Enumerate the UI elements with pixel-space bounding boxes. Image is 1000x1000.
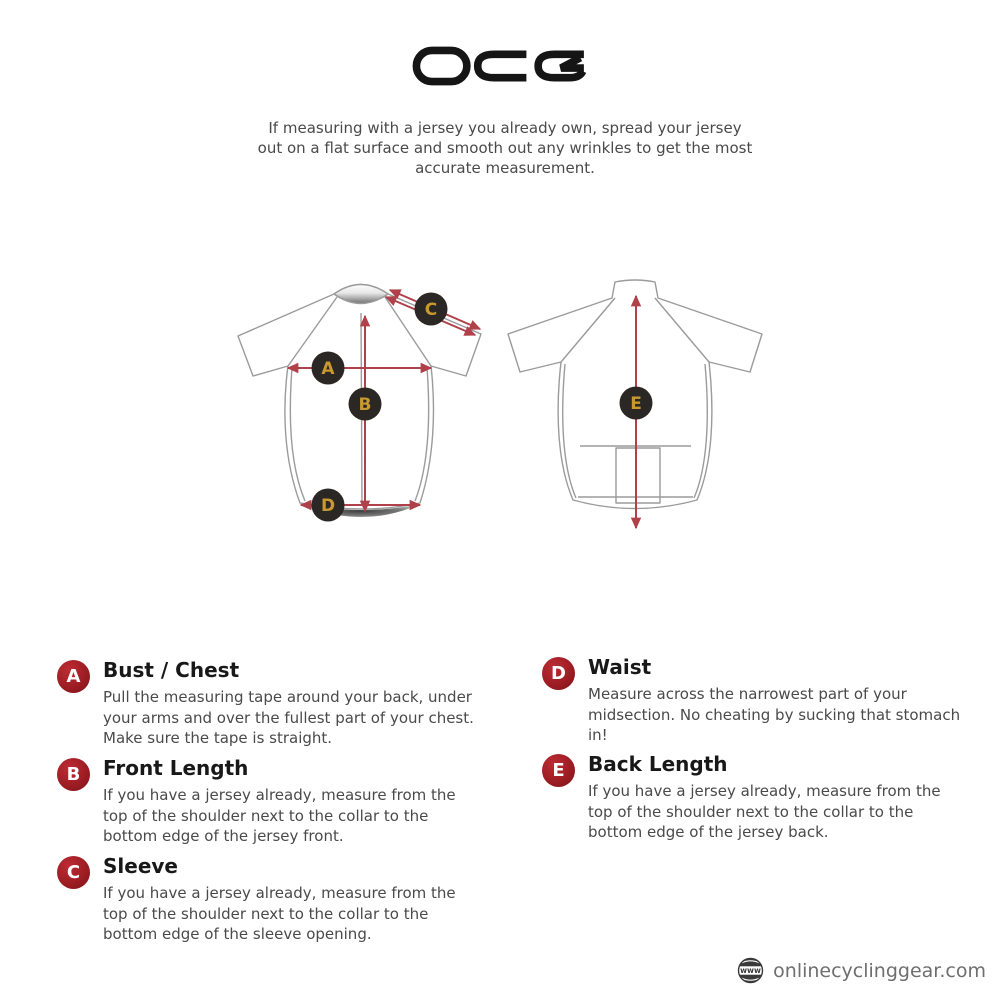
badge-a [57, 660, 90, 693]
section-bust-chest-title: Bust / Chest [103, 658, 240, 682]
section-sleeve [57, 854, 479, 945]
section-front-length [57, 756, 479, 847]
globe-www-icon [737, 957, 764, 984]
section-front-length-title: Front Length [103, 756, 249, 780]
section-bust-chest [57, 658, 479, 749]
badge-c [57, 856, 90, 889]
badge-e [542, 754, 575, 787]
badge-c-letter: C [66, 862, 81, 883]
section-sleeve-body: If you have a jersey already, measure from the top of the shoulder next to the collar to the bottom edge of the sleeve opening. [103, 884, 456, 944]
section-waist-body: Measure across the narrowest part of your midsection. No cheating by sucking that stomach in! [588, 685, 961, 745]
marker-c-letter: C [424, 300, 438, 320]
badge-d [542, 657, 575, 690]
section-back-length-title: Back Length [588, 752, 728, 776]
marker-b-letter: B [358, 395, 372, 415]
section-front-length-body: If you have a jersey already, measure from the top of the shoulder next to the collar to the bottom edge of the jersey front. [103, 786, 456, 846]
section-waist [542, 655, 964, 746]
section-back-length-body: If you have a jersey already, measure from the top of the shoulder next to the collar to the bottom edge of the jersey back. [588, 782, 941, 842]
marker-e-letter: E [630, 394, 642, 414]
globe-www-text: www [740, 965, 762, 975]
section-bust-chest-body: Pull the measuring tape around your back, under your arms and over the fullest part of your chest. Make sure the tape is straight. [103, 688, 474, 748]
section-back-length [542, 752, 964, 843]
badge-a-letter: A [66, 666, 81, 687]
logo-letter-c [478, 54, 527, 77]
marker-a-letter: A [321, 359, 335, 379]
footer [737, 957, 986, 984]
section-waist-title: Waist [588, 655, 652, 679]
logo-letter-o [416, 50, 466, 81]
intro-text: If measuring with a jersey you already own, spread your jersey out on a flat surface and smooth out any wrinkles to get the most accurate measurement. [257, 119, 753, 178]
jersey-diagram [228, 270, 778, 542]
badge-b [57, 758, 90, 791]
badge-d-letter: D [551, 663, 566, 684]
badge-e-letter: E [552, 760, 565, 781]
section-sleeve-title: Sleeve [103, 854, 178, 878]
ocg-logo [412, 46, 588, 86]
badge-b-letter: B [66, 764, 81, 785]
marker-d-letter: D [320, 496, 336, 516]
logo-letter-g-bar [561, 58, 584, 68]
website-text: onlinecyclinggear.com [773, 959, 986, 982]
